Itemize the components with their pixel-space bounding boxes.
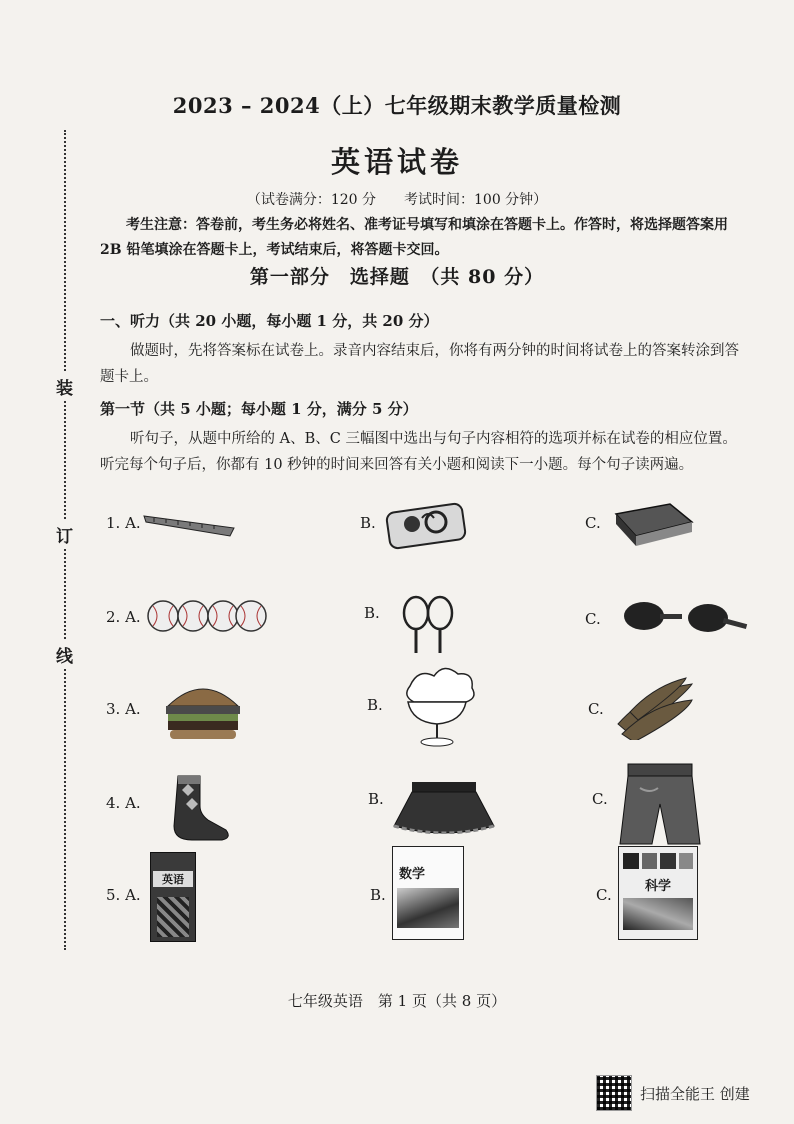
socks-image (156, 774, 236, 842)
subsection-instructions: 听句子，从题中所给的 A、B、C 三幅图中选出与句子内容相符的选项并标在试卷的相应位置。听完每个句子后，你都有 10 秒钟的时间来回答有关小题和阅读下一小题。每个句子读两遍。 (100, 431, 737, 473)
question-3-option-a: 3. A. (106, 700, 141, 718)
qr-code-icon (596, 1075, 632, 1111)
question-1-option-b: B. (360, 514, 376, 532)
pencil-box-image (384, 500, 468, 550)
baseballs-image (145, 598, 269, 634)
question-4-option-a: 4. A. (106, 794, 141, 812)
question-1-option-c: C. (585, 514, 601, 532)
question-1-option-a: 1. A. (106, 514, 141, 532)
section-listening-title: 一、听力（共 20 小题，每小题 1 分，共 20 分） (100, 312, 439, 330)
hamburger-image (162, 676, 244, 742)
subject-title: 英语试卷 (330, 145, 463, 179)
question-3-option-c: C. (588, 700, 604, 718)
ruler-image (142, 508, 236, 538)
question-5-option-c: C. (596, 886, 612, 904)
english-book-label: 英语 (153, 871, 193, 887)
shorts-image (618, 762, 702, 850)
question-4-option-b: B. (368, 790, 384, 808)
question-5-option-b: B. (370, 886, 386, 904)
question-2-option-b: B. (364, 604, 380, 622)
exam-notice: 考生注意：答卷前，考生务必将姓名、准考证号填写和填涂在答题卡上。作答时，将选择题答案用 2B 铅笔填涂在答题卡上，考试结束后，将答题卡交回。 (100, 217, 728, 258)
book-image (610, 500, 694, 550)
english-book-image (150, 852, 196, 942)
science-book-label: 科学 (645, 879, 672, 894)
part-title: 第一部分 选择题 （共 80 分） (249, 266, 545, 288)
exam-title: 2023 – 2024（上）七年级期末教学质量检测 (172, 93, 622, 118)
ice-cream-image (398, 662, 478, 748)
scanner-watermark (596, 1075, 750, 1111)
question-4-option-c: C. (592, 790, 608, 808)
page-footer: 七年级英语 第 1 页（共 8 页） (287, 992, 507, 1010)
question-2-option-c: C. (585, 610, 601, 628)
exam-meta: （试卷满分：120 分 考试时间：100 分钟） (246, 192, 548, 208)
question-5-option-a: 5. A. (106, 886, 141, 904)
binding-char-zhuang: 装 (56, 372, 73, 401)
math-book-image (392, 846, 464, 940)
science-book-image (618, 846, 698, 940)
carrots-image (612, 674, 696, 740)
question-3-option-b: B. (367, 696, 383, 714)
binding-char-xian: 线 (56, 640, 73, 669)
binding-char-ding: 订 (56, 520, 73, 549)
skirt-image (392, 778, 496, 834)
math-book-label: 数学 (399, 867, 426, 882)
question-2-option-a: 2. A. (106, 608, 141, 626)
tennis-rackets-image (398, 595, 458, 655)
subsection-title: 第一节（共 5 小题；每小题 1 分，满分 5 分） (100, 400, 418, 418)
scanner-watermark-text: 扫描全能王 创建 (640, 1084, 750, 1103)
section-listening-instructions: 做题时，先将答案标在试卷上。录音内容结束后，你将有两分钟的时间将试卷上的答案转涂到答题卡上。 (100, 343, 739, 385)
ping-pong-bats-image (622, 600, 752, 636)
